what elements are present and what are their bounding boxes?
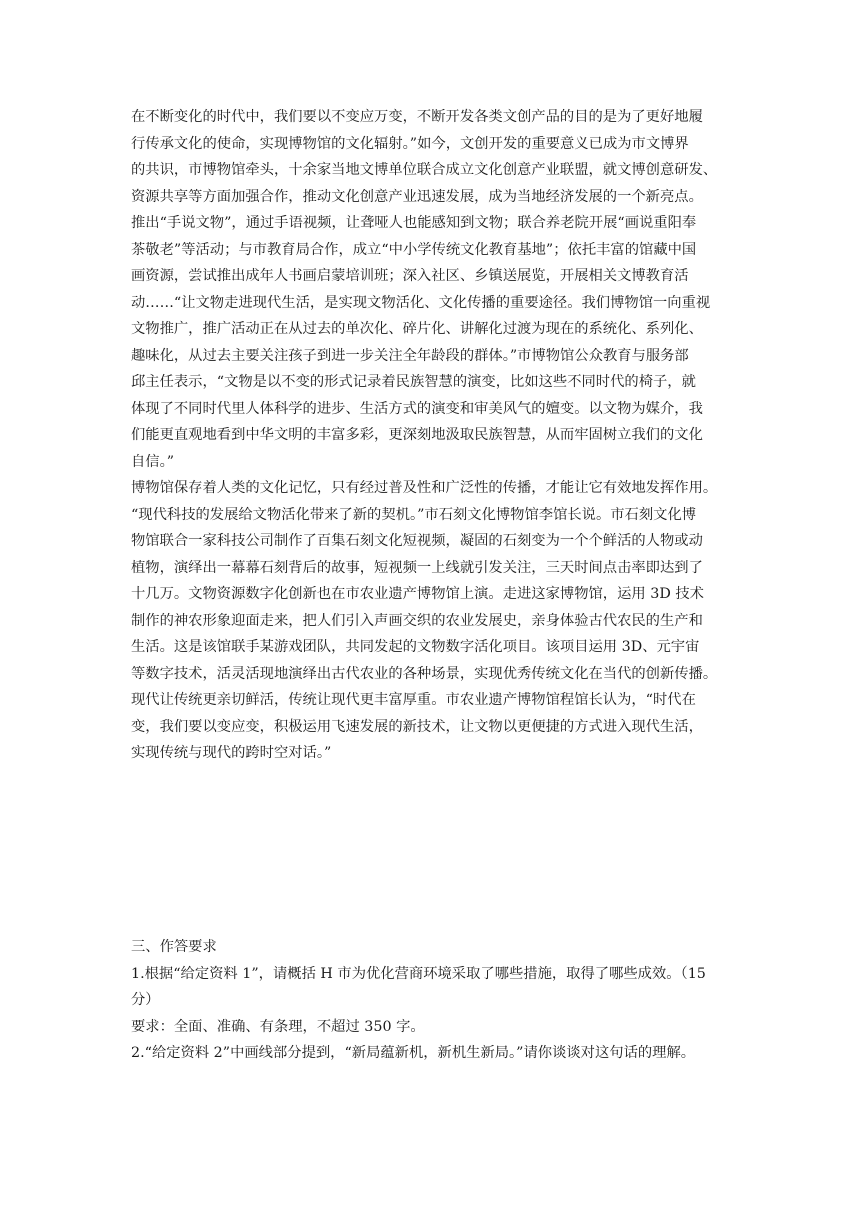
text-line: 等数字技术，活灵活现地演绎出古代农业的各种场景，实现优秀传统文化在当代的创新传播。 [131,665,718,682]
text-line: 动……“让文物走进现代生活，是实现文物活化、文化传播的重要途径。我们博物馆一向重视 [131,294,711,311]
text-line: 趣味化，从过去主要关注孩子到进一步关注全年龄段的群体。”市博物馆公众教育与服务部 [131,347,689,364]
text-line: 邱主任表示，“文物是以不变的形式记录着民族智慧的演变，比如这些不同时代的椅子，就 [131,374,696,390]
text-line: 实现传统与现代的跨时空对话。” [131,745,332,761]
text-line: “现代科技的发展给文物活化带来了新的契机。”市石刻文化博物馆李馆长说。市石刻文化博 [131,506,697,523]
text-line: 画资源，尝试推出成年人书画启蒙培训班；深入社区、乡镇送展览，开展相关文博教育活 [131,268,689,284]
text-line: 生活。这是该馆联手某游戏团队，共同发起的文物数字活化项目。该项目运用 3D、元宇宙 [131,639,700,655]
text-line: 文物推广，推广活动正在从过去的单次化、碎片化、讲解化过渡为现在的系统化、系列化、 [131,321,703,337]
text-line: 的共识，市博物馆牵头，十余家当地文博单位联合成立文化创意产业联盟，就文博创意研发、 [131,162,718,178]
text-line: 现代让传统更亲切鲜活，传统让现代更丰富厚重。市农业遗产博物馆程馆长认为，“时代在 [131,692,696,708]
text-line: 行传承文化的使命，实现博物馆的文化辐射。”如今，文创开发的重要意义已成为市文博界 [131,135,689,152]
text-line: 十几万。文物资源数字化创新也在市农业遗产博物馆上演。走进这家博物馆，运用 3D 技术 [131,586,704,602]
question-line: 分） [131,992,160,1008]
text-line: 体现了不同时代里人体科学的进步、生活方式的演变和审美风气的嬗变。以文物为媒介，我 [131,400,703,417]
text-line: 自信。” [131,453,175,470]
text-line: 茶敬老”等活动；与市教育局合作，成立“中小学传统文化教育基地”；依托丰富的馆藏中国 [131,241,697,258]
text-line: 们能更直观地看到中华文明的丰富多彩，更深刻地汲取民族智慧，从而牢固树立我们的文化 [131,427,703,443]
text-line: 推出“手说文物”，通过手语视频，让聋哑人也能感知到文物；联合养老院开展“画说重阳奉 [131,215,697,231]
text-line: 资源共享等方面加强合作，推动文化创意产业迅速发展，成为当地经济发展的一个新亮点。 [131,188,703,205]
question-line: 1.根据“给定资料 1”，请概括 H 市为优化营商环境采取了哪些措施，取得了哪些成效。（15 [131,965,706,982]
answer-requirements [131,934,851,1067]
text-line: 制作的神农形象迎面走来，把人们引入声画交织的农业发展史，亲身体验古代农民的生产和 [131,612,703,629]
body-text [131,104,851,767]
question-line: 2.“给定资料 2”中画线部分提到，“新局蕴新机，新机生新局。”请你谈谈对这句话的理解。 [131,1045,696,1061]
question-line: 要求：全面、准确、有条理，不超过 350 字。 [131,1018,425,1035]
text-line: 变，我们要以变应变，积极运用飞速发展的新技术，让文物以更便捷的方式进入现代生活， [131,718,703,735]
text-line: 物馆联合一家科技公司制作了百集石刻文化短视频，凝固的石刻变为一个个鲜活的人物或动 [131,533,703,549]
text-line: 植物，演绎出一幕幕石刻背后的故事，短视频一上线就引发关注，三天时间点击率即达到了 [131,559,703,576]
text-line: 博物馆保存着人类的文化记忆，只有经过普及性和广泛性的传播，才能让它有效地发挥作用。 [131,480,718,496]
text-line: 在不断变化的时代中，我们要以不变应万变，不断开发各类文创产品的目的是为了更好地履 [131,109,703,125]
section-heading: 三、作答要求 [131,939,217,955]
